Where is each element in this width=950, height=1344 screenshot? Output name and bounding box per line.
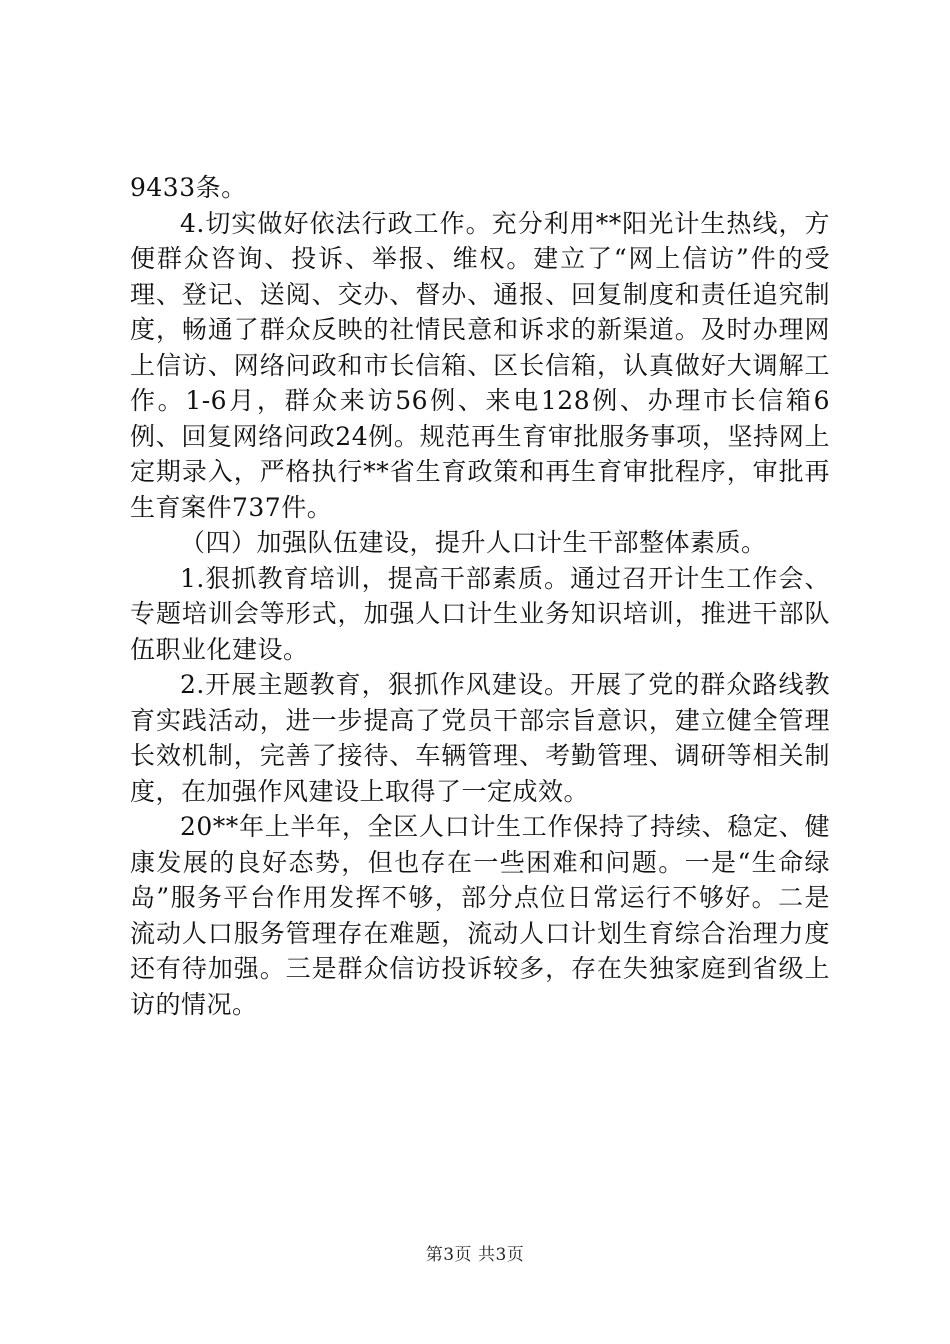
page-number-footer: 第3页 共3页 (425, 1245, 525, 1265)
document-body (130, 170, 830, 1022)
paragraph-theme-education: 2.开展主题教育，狠抓作风建设。开展了党的群众路线教育实践活动，进一步提高了党员干部宗旨意识，建立健全管理长效机制，完善了接待、车辆管理、考勤管理、调研等相关制度，在加强作风建设上取得了一定成效。 (130, 670, 830, 806)
paragraph-summary-problems: 20**年上半年，全区人口计生工作保持了持续、稳定、健康发展的良好态势，但也存在一些困难和问题。一是“生命绿岛”服务平台作用发挥不够，部分点位日常运行不够好。二是流动人口服务管理存在难题，流动人口计划生育综合治理力度还有待加强。三是群众信访投诉较多，存在失独家庭到省级上访的情况。 (130, 812, 830, 1019)
paragraph-lawful-administration: 4.切实做好依法行政工作。充分利用**阳光计生热线，方便群众咨询、投诉、举报、维权。建立了“网上信访”件的受理、登记、送阅、交办、督办、通报、回复制度和责任追究制度，畅通了群众反映的社情民意和诉求的新渠道。及时办理网上信访、网络问政和市长信箱、区长信箱，认真做好大调解工作。1-6月，群众来访56例、来电128例、办理市长信箱6例、回复网络问政24例。规范再生育审批服务事项，坚持网上定期录入，严格执行**省生育政策和再生育审批程序，审批再生育案件737件。 (130, 208, 830, 522)
section-heading-team-building: （四）加强队伍建设，提升人口计生干部整体素质。 (180, 528, 767, 557)
paragraph-continuation: 9433条。 (130, 173, 247, 202)
paragraph-education-training: 1.狠抓教育培训，提高干部素质。通过召开计生工作会、专题培训会等形式，加强人口计生业务知识培训，推进干部队伍职业化建设。 (130, 563, 830, 664)
